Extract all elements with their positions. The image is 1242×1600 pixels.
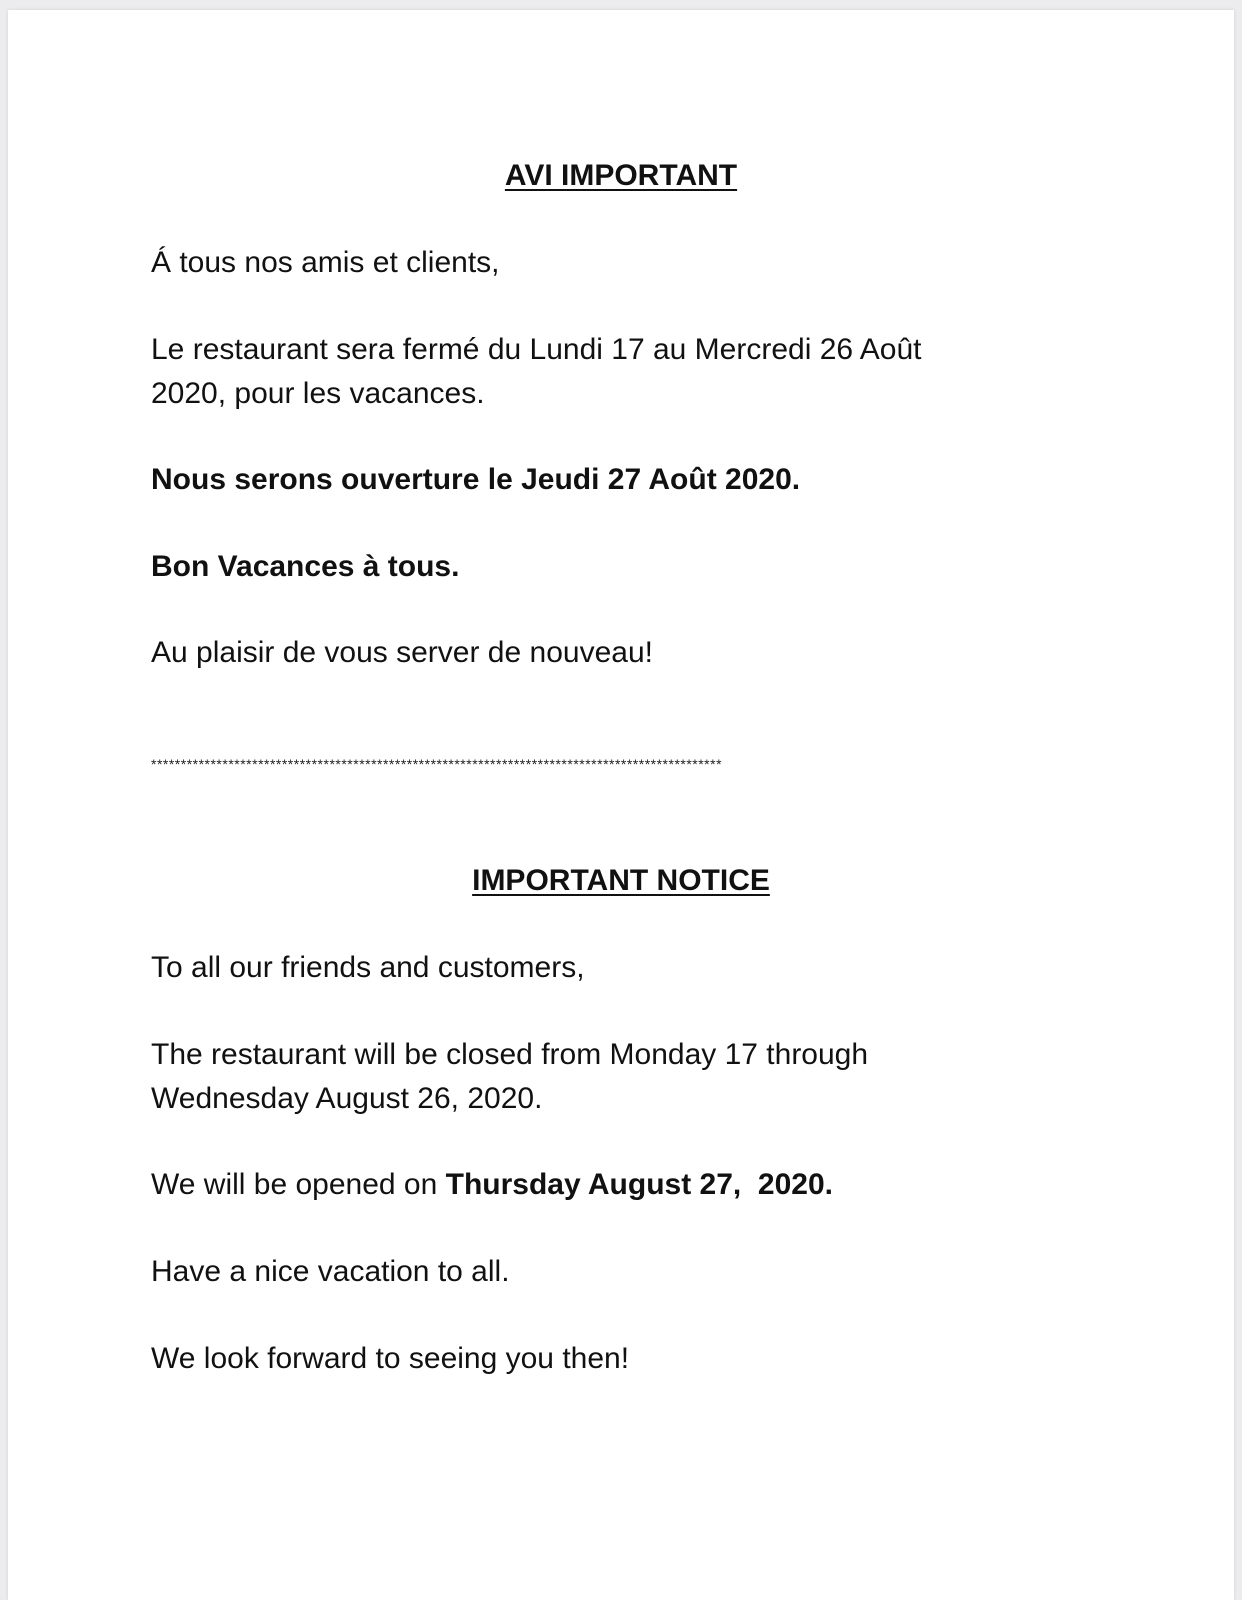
french-greeting: Á tous nos amis et clients, [151,246,500,279]
document-page [8,10,1234,1600]
english-greeting: To all our friends and customers, [151,951,585,984]
french-closure-line-2: 2020, pour les vacances. [151,377,485,410]
english-reopen-prefix: We will be opened on [151,1168,446,1201]
english-closure-line-1: The restaurant will be closed from Monday 17 through [151,1038,869,1071]
english-wishes: Have a nice vacation to all. [151,1255,510,1288]
french-reopen-notice: Nous serons ouverture le Jeudi 27 Août 2020. [151,463,801,496]
french-closing: Au plaisir de vous server de nouveau! [151,636,653,669]
english-closing: We look forward to seeing you then! [151,1342,630,1375]
french-wishes: Bon Vacances à tous. [151,550,460,583]
english-reopen-date: Thursday August 27, 2020. [445,1168,833,1201]
english-closure-notice [151,1033,1051,1121]
french-title: AVI IMPORTANT [504,159,738,192]
english-title: IMPORTANT NOTICE [472,864,770,897]
french-closure-notice [151,328,1051,416]
asterisk-separator: ************************************************************************************************ [151,756,723,772]
english-reopen-notice [151,1163,1051,1207]
english-closure-line-2: Wednesday August 26, 2020. [151,1082,543,1115]
french-closure-line-1: Le restaurant sera fermé du Lundi 17 au Mercredi 26 Août [151,333,922,366]
